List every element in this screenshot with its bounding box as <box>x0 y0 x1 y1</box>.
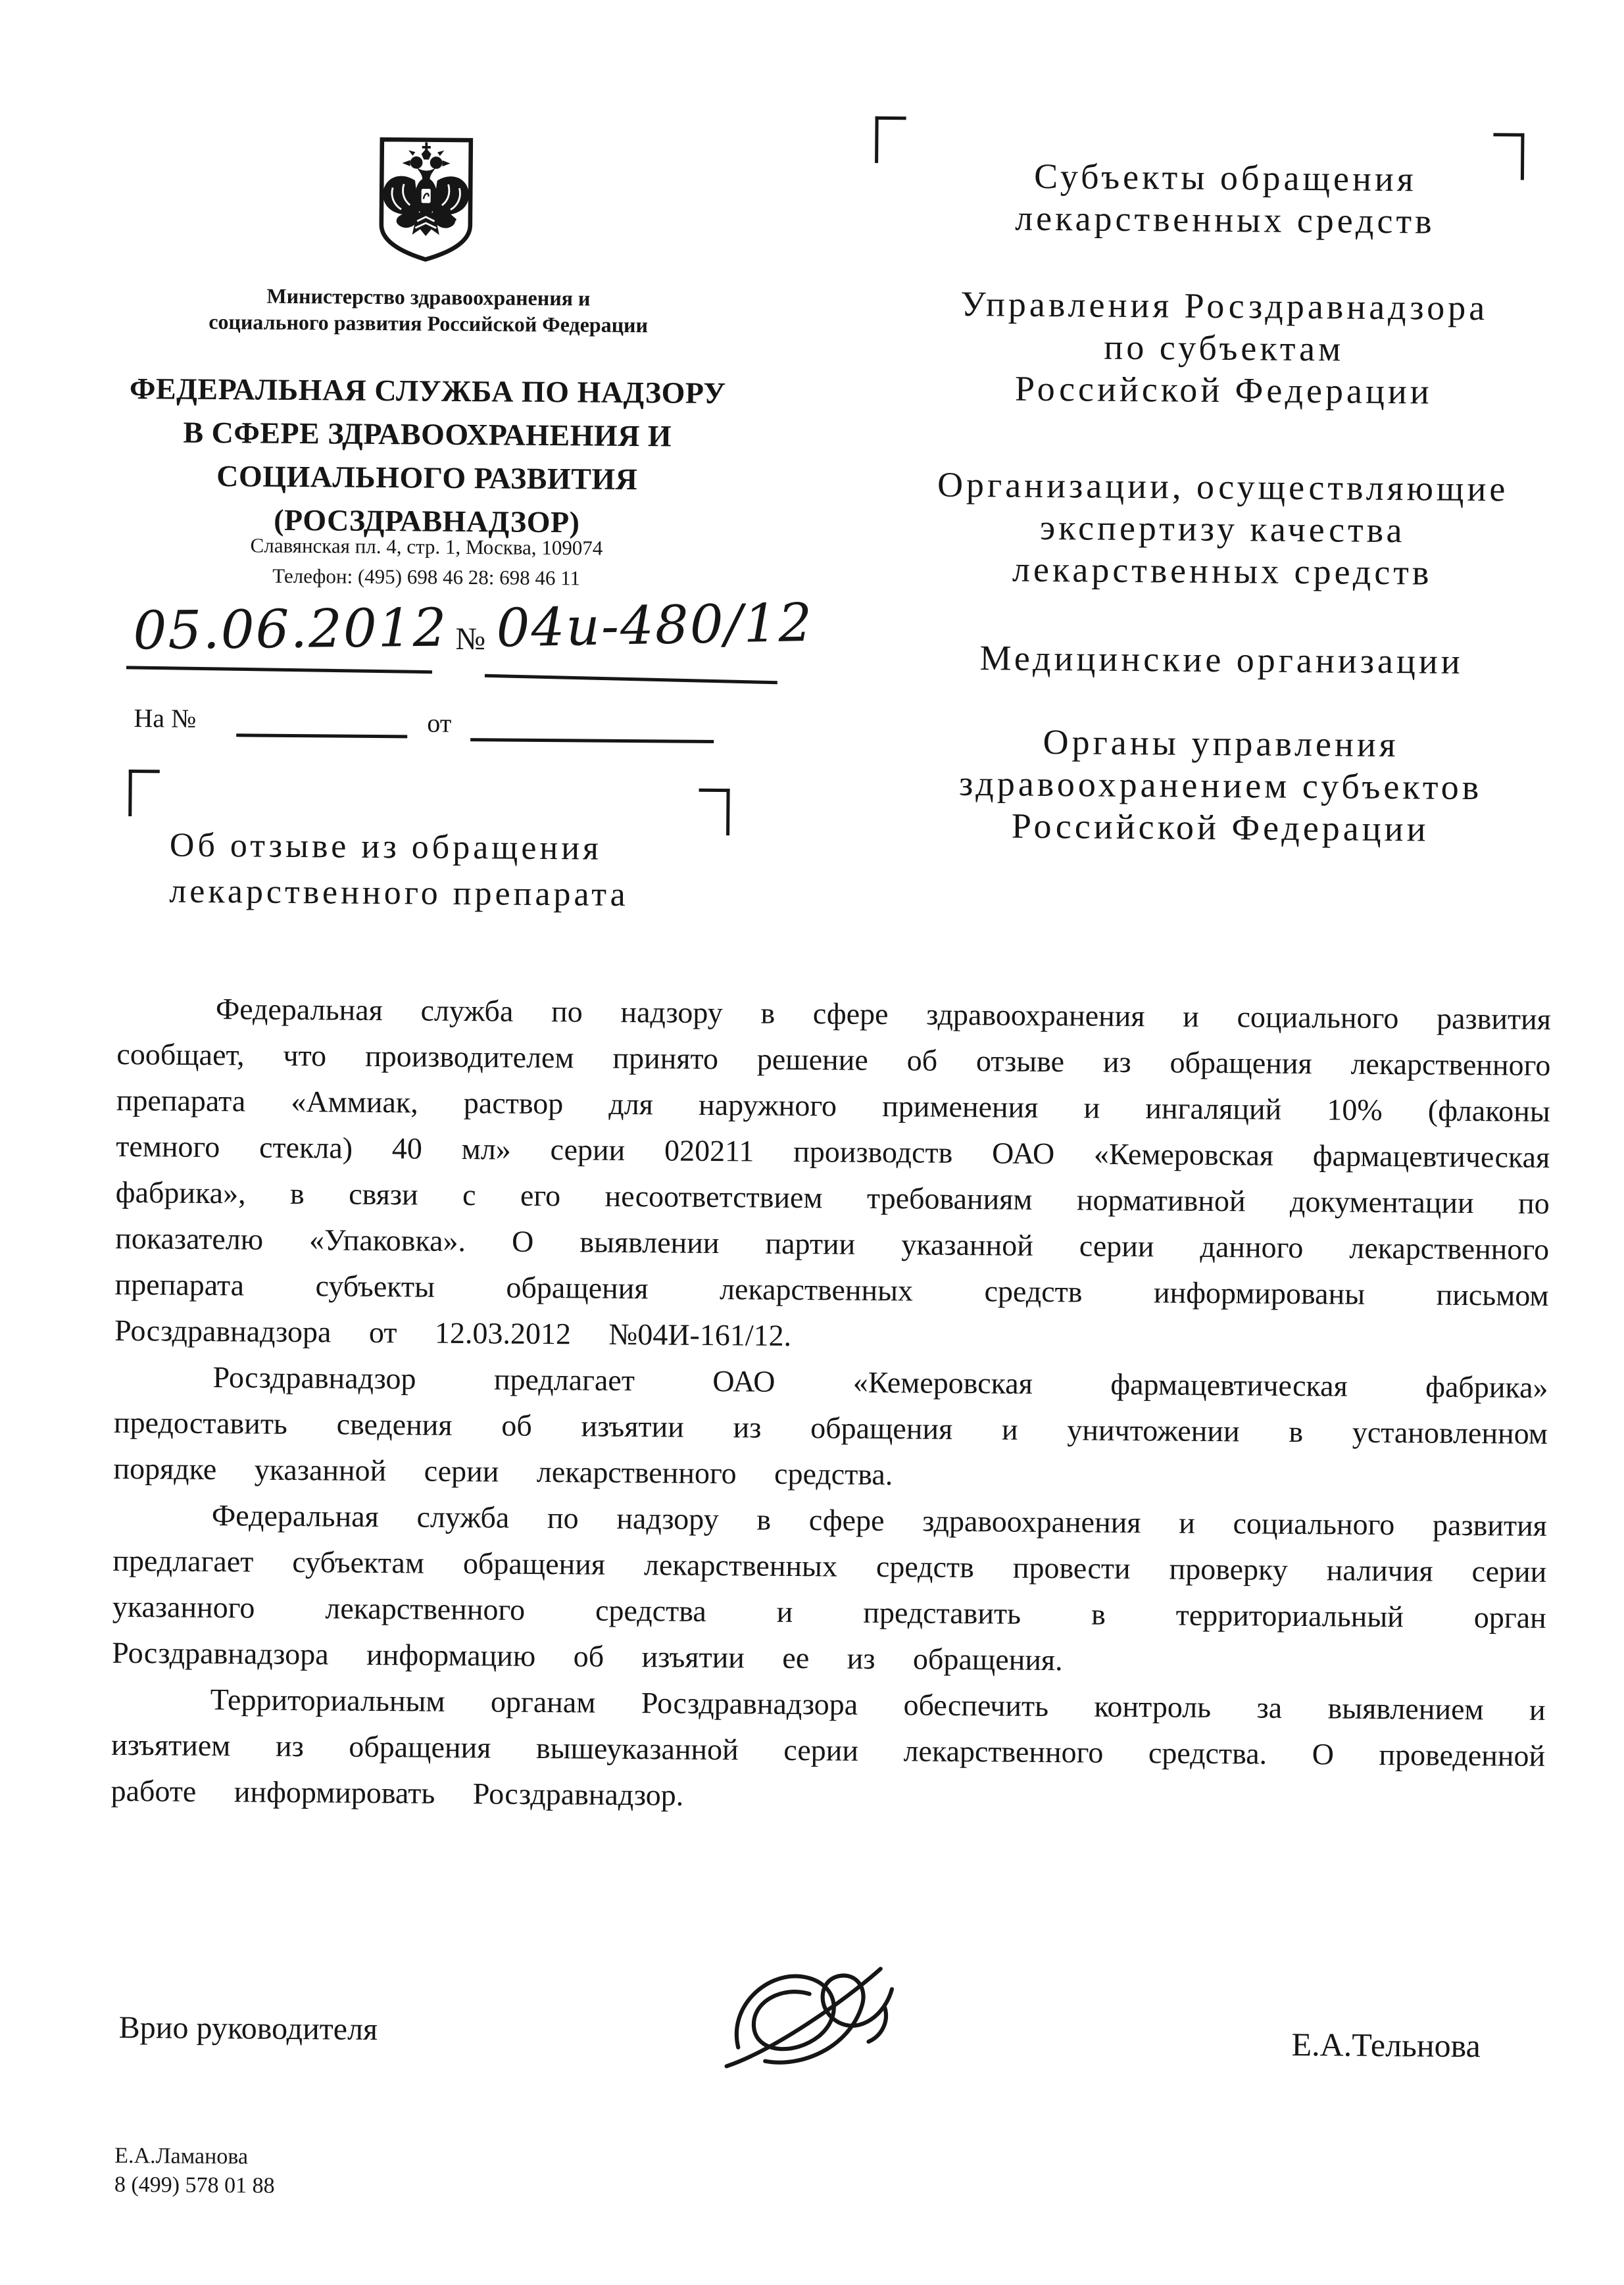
coat-of-arms-russia-icon <box>376 134 476 266</box>
signature-scribble-icon <box>714 1959 932 2090</box>
body-paragraph: Территориальным органам Росздравнадзора обеспечить контроль за выявлением и изъятием из обращения вышеуказанной серии лекарственного средства. О проведенной работе информировать Росздравнадзор. <box>111 1683 1546 1812</box>
recipient-group: Управления Росздравнадзора по субъектам Российской Федерации <box>960 283 1489 412</box>
signer-name: Е.А.Тельнова <box>1291 2025 1481 2065</box>
subject-corner-left-icon <box>128 770 160 816</box>
recipient-group: Медицинские организации <box>979 638 1464 681</box>
body-paragraph: Федеральная служба по надзору в сфере здравоохранения и социального развития сообщает, что производителем принято решение об отзыве из обращения лекарственного препарата «Аммиак, раствор для наружного применения и ингаляций 10% (флаконы темного стекла) 40 мл» серии 020211 производств ОАО «Кемеровская фармацевтическая фабрика», в связи с его несоответствием требованиям нормативной документации по показателю «Упаковка». О выявлении партии указанной серии данного лекарственного препарата субъекты обращения лекарственных средств информированы письмом Росздравнадзора от 12.03.2012 №04И-161/12. <box>114 992 1552 1352</box>
letterhead-phone: Телефон: (495) 698 46 28: 698 46 11 <box>272 564 581 590</box>
reply-from-label: от <box>427 708 452 738</box>
reply-to-number-label: На № <box>134 703 197 733</box>
letter-body <box>111 985 1551 1825</box>
handwritten-date: 05.06.2012 <box>133 597 448 662</box>
signer-position: Врио руководителя <box>118 2009 378 2048</box>
body-paragraph: Росздравнадзор предлагает ОАО «Кемеровская фармацевтическая фабрика» предоставить сведения об изъятии из обращения и уничтожении в установленном порядке указанной серии лекарственного средства. <box>113 1360 1548 1492</box>
ministry-name: Министерство здравоохранения и социального развития Российской Федерации <box>209 283 649 337</box>
recipient-group: Организации, осуществляющие экспертизу качества лекарственных средств <box>937 464 1509 593</box>
recipient-group: Органы управления здравоохранением субъектов Российской Федерации <box>958 722 1483 849</box>
reply-date-blank <box>470 738 714 743</box>
number-sign: № <box>455 621 486 657</box>
recipient-group: Субъекты обращения лекарственных средств <box>1015 156 1435 241</box>
subject-line: Об отзыве из обращения лекарственного препарата <box>169 826 629 914</box>
federal-service-name: ФЕДЕРАЛЬНАЯ СЛУЖБА ПО НАДЗОРУ В СФЕРЕ ЗДРАВООХРАНЕНИЯ И СОЦИАЛЬНОГО РАЗВИТИЯ (РОСЗДРАВНАДЗОР) <box>129 371 726 539</box>
reply-number-blank <box>236 733 407 738</box>
letterhead-address: Славянская пл. 4, стр. 1, Москва, 109074 <box>250 533 603 560</box>
body-paragraph: Федеральная служба по надзору в сфере здравоохранения и социального развития предлагает субъектам обращения лекарственных средств провести проверку наличия серии указанного лекарственного средства и представить в территориальный орган Росздравнадзора информацию об изъятии ее из обращения. <box>112 1498 1548 1677</box>
executor-phone: 8 (499) 578 01 88 <box>114 2172 275 2198</box>
handwritten-number: 04и-480/12 <box>495 591 814 659</box>
executor-name: Е.А.Ламанова <box>114 2143 249 2169</box>
number-underline <box>485 674 777 684</box>
date-underline <box>126 666 432 674</box>
